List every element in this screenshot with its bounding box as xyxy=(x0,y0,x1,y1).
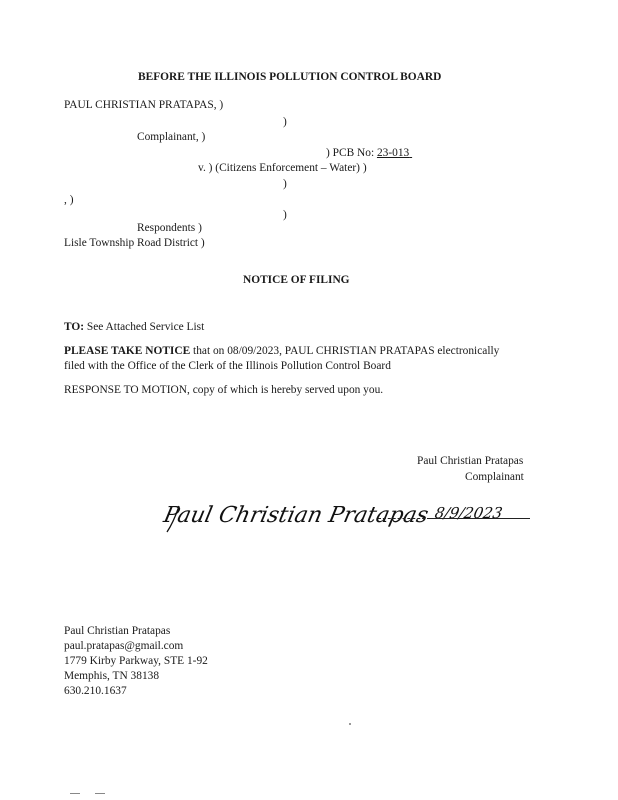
handwritten-date xyxy=(434,496,534,530)
handwritten-date-text: 8/9/2023 xyxy=(433,504,504,522)
date-line xyxy=(430,518,530,519)
handwritten-signature xyxy=(161,492,431,542)
scan-speck xyxy=(349,723,351,725)
signer-name: Paul Christian Pratapas xyxy=(417,455,524,467)
caption-paren: ) xyxy=(283,116,287,128)
notice-body-text-1: that on 08/09/2023, PAUL CHRISTIAN PRATAPAS electronically xyxy=(190,345,500,357)
notice-body-line-1 xyxy=(64,344,499,358)
signer-role: Complainant xyxy=(465,471,524,483)
respondents-label: Respondents ) xyxy=(137,222,202,234)
notice-heading: NOTICE OF FILING xyxy=(243,274,350,286)
contact-address-1: 1779 Kirby Parkway, STE 1-92 xyxy=(64,655,208,667)
notice-body-line-3: RESPONSE TO MOTION, copy of which is hereby served upon you. xyxy=(64,384,384,396)
page-title: BEFORE THE ILLINOIS POLLUTION CONTROL BOARD xyxy=(138,71,442,83)
to-text: See Attached Service List xyxy=(84,321,205,333)
contact-address-2: Memphis, TN 38138 xyxy=(64,670,160,682)
scan-mark xyxy=(95,793,105,794)
contact-name: Paul Christian Pratapas xyxy=(64,625,171,637)
signature-dash-line xyxy=(378,518,430,519)
pcb-number: 23-013 xyxy=(376,147,410,159)
complainant-label: Complainant, ) xyxy=(137,131,206,143)
complainant-name: PAUL CHRISTIAN PRATAPAS, ) xyxy=(64,99,224,111)
caption-paren: ) xyxy=(283,209,287,221)
to-label: TO: xyxy=(64,321,85,333)
respondent-blank: , ) xyxy=(64,194,74,206)
contact-email: paul.pratapas@gmail.com xyxy=(64,640,184,652)
handwritten-signature-text: Paul Christian Pratapas xyxy=(161,502,431,528)
versus-line: v. ) (Citizens Enforcement – Water) ) xyxy=(198,162,367,174)
please-take-notice: PLEASE TAKE NOTICE xyxy=(64,345,191,357)
scan-mark xyxy=(70,793,80,794)
to-line xyxy=(64,320,204,334)
pcb-number-line xyxy=(326,146,412,160)
notice-body-line-2: filed with the Office of the Clerk of the Illinois Pollution Control Board xyxy=(64,360,391,372)
respondent-name: Lisle Township Road District ) xyxy=(64,237,205,249)
contact-phone: 630.210.1637 xyxy=(64,685,127,697)
caption-paren: ) xyxy=(283,178,287,190)
pcb-prefix: ) PCB No: xyxy=(326,147,377,159)
